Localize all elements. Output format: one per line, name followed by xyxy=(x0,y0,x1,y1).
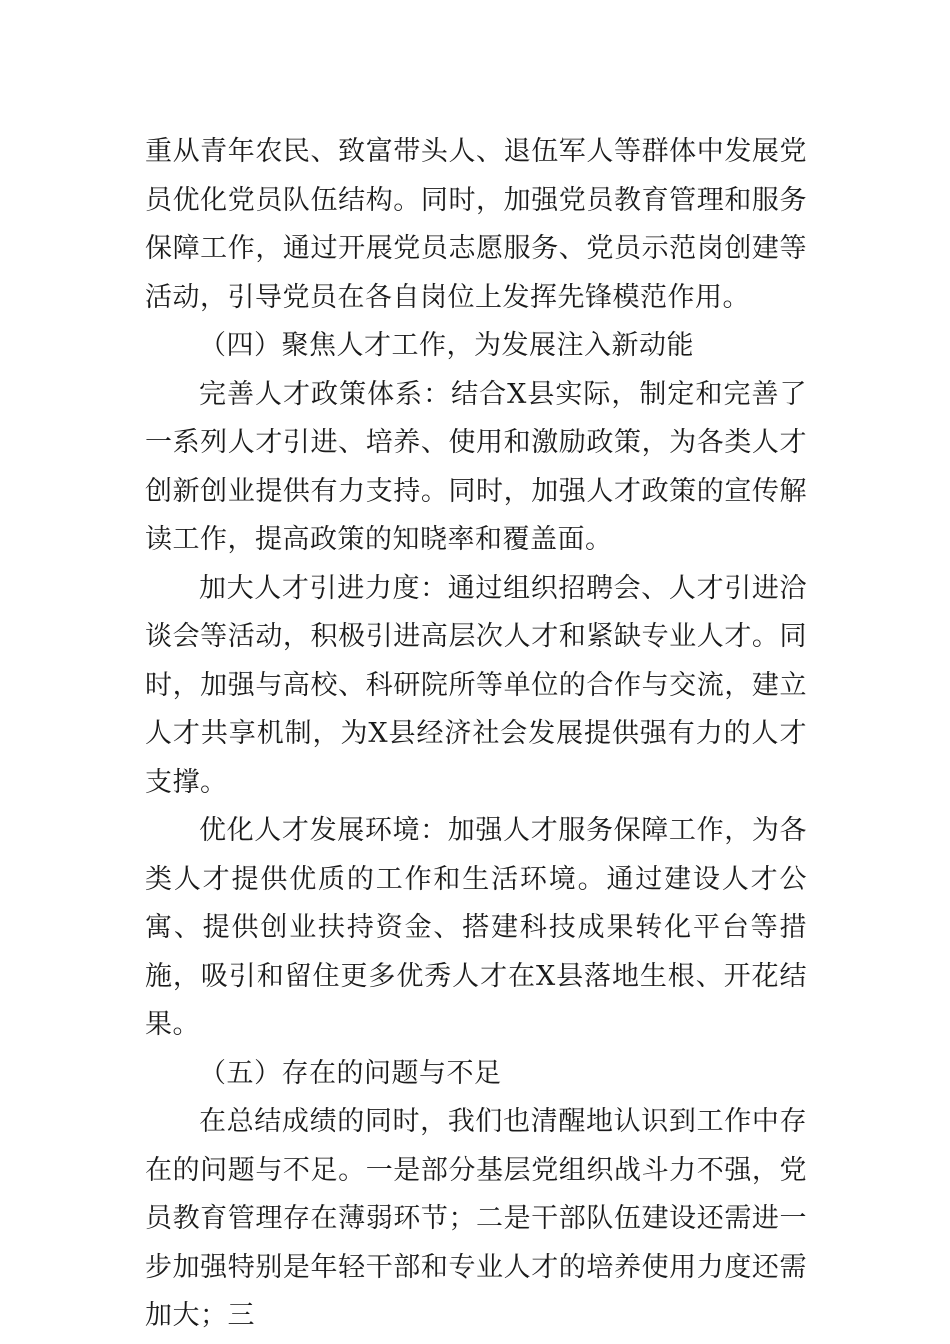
paragraph-talent-introduction: 加大人才引进力度：通过组织招聘会、人才引进洽谈会等活动，积极引进高层次人才和紧缺专业人才。同时，加强与高校、科研院所等单位的合作与交流，建立人才共享机制，为X县经济社会发展提供强有力的人才支撑。 xyxy=(145,572,807,798)
paragraph-talent-environment: 优化人才发展环境：加强人才服务保障工作，为各类人才提供优质的工作和生活环境。通过建设人才公寓、提供创业扶持资金、搭建科技成果转化平台等措施，吸引和留住更多优秀人才在X县落地生根、开花结果。 xyxy=(145,815,807,1040)
paragraph-talent-policy: 完善人才政策体系：结合X县实际，制定和完善了一系列人才引进、培养、使用和激励政策，为各类人才创新创业提供有力支持。同时，加强人才政策的宣传解读工作，提高政策的知晓率和覆盖面。 xyxy=(145,378,807,555)
paragraph-problems: 在总结成绩的同时，我们也清醒地认识到工作中存在的问题与不足。一是部分基层党组织战斗力不强，党员教育管理存在薄弱环节；二是干部队伍建设还需进一步加强特别是年轻干部和专业人才的培养使用力度还需加大；三 xyxy=(145,1106,807,1331)
section-heading-problems: （五）存在的问题与不足 xyxy=(199,1057,502,1089)
section-heading-talent-work: （四）聚焦人才工作，为发展注入新动能 xyxy=(199,330,694,361)
document-body xyxy=(145,128,807,1341)
paragraph-party-member-structure: 重从青年农民、致富带头人、退伍军人等群体中发展党员优化党员队伍结构。同时，加强党员教育管理和服务保障工作，通过开展党员志愿服务、党员示范岗创建等活动，引导党员在各自岗位上发挥先锋模范作用。 xyxy=(145,136,807,313)
